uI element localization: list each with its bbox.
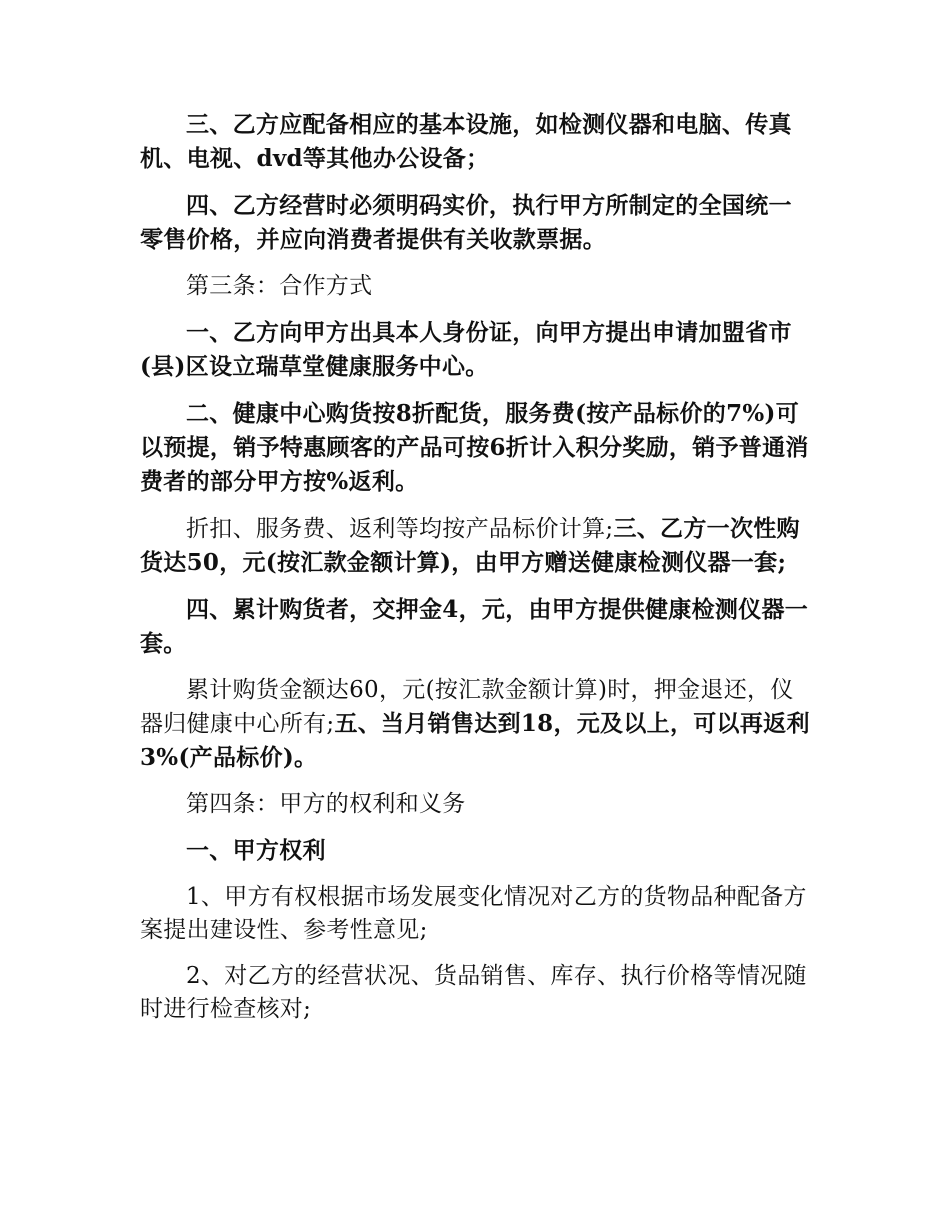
text-run: 一、甲方权利 xyxy=(186,837,326,864)
text-run: 四、乙方经营时必须明码实价，执行甲方所制定的全国统一零售价格，并应向消费者提供有关收款票据。 xyxy=(140,192,792,253)
text-run: 1、甲方有权根据市场发展变化情况对乙方的货物品种配备方案提出建设性、参考性意见; xyxy=(140,884,807,943)
text-run: 四、累计购货者，交押金4，元，由甲方提供健康检测仪器一套。 xyxy=(140,596,809,657)
paragraph-right-2 xyxy=(140,960,810,1026)
document-page xyxy=(140,108,810,1039)
paragraph-application xyxy=(140,316,810,384)
text-run: 三、乙方一次性购货达50，元(按汇款金额计算)，由甲方赠送健康检测仪器一套; xyxy=(140,515,800,576)
text-run: 三、乙方应配备相应的基本设施，如检测仪器和电脑、传真机、电视、dvd等其他办公设备； xyxy=(140,111,792,172)
paragraph-bulk-purchase xyxy=(140,512,810,580)
text-run: 五、当月销售达到18，元及以上，可以再返利3%(产品标价)。 xyxy=(140,710,810,771)
text-run: 2、对乙方的经营状况、货品销售、库存、执行价格等情况随时进行检查核对; xyxy=(140,963,807,1022)
text-run: 第三条：合作方式 xyxy=(186,273,373,299)
text-run: 第四条：甲方的权利和义务 xyxy=(186,791,466,817)
text-run: 二、健康中心购货按8折配货，服务费(按产品标价的7%)可以预提，销予特惠顾客的产品可按6折计入积分奖励，销予普通消费者的部分甲方按%返利。 xyxy=(140,400,809,495)
section-heading-article-4 xyxy=(140,788,810,821)
section-heading-article-3 xyxy=(140,270,810,303)
text-run: 折扣、服务费、返利等均按产品标价计算; xyxy=(186,516,614,542)
paragraph-refund xyxy=(140,674,810,775)
paragraph-right-1 xyxy=(140,881,810,947)
text-run: 一、乙方向甲方出具本人身份证，向甲方提出申请加盟省市(县)区设立瑞草堂健康服务中心。 xyxy=(140,319,792,380)
paragraph-deposit xyxy=(140,593,810,661)
paragraph-discount xyxy=(140,397,810,499)
subheading-party-a-rights xyxy=(140,834,810,868)
paragraph-facilities xyxy=(140,108,810,176)
text-run: 累计购货金额达60，元(按汇款金额计算)时，押金退还，仪器归健康中心所有; xyxy=(140,677,794,737)
paragraph-pricing xyxy=(140,189,810,257)
